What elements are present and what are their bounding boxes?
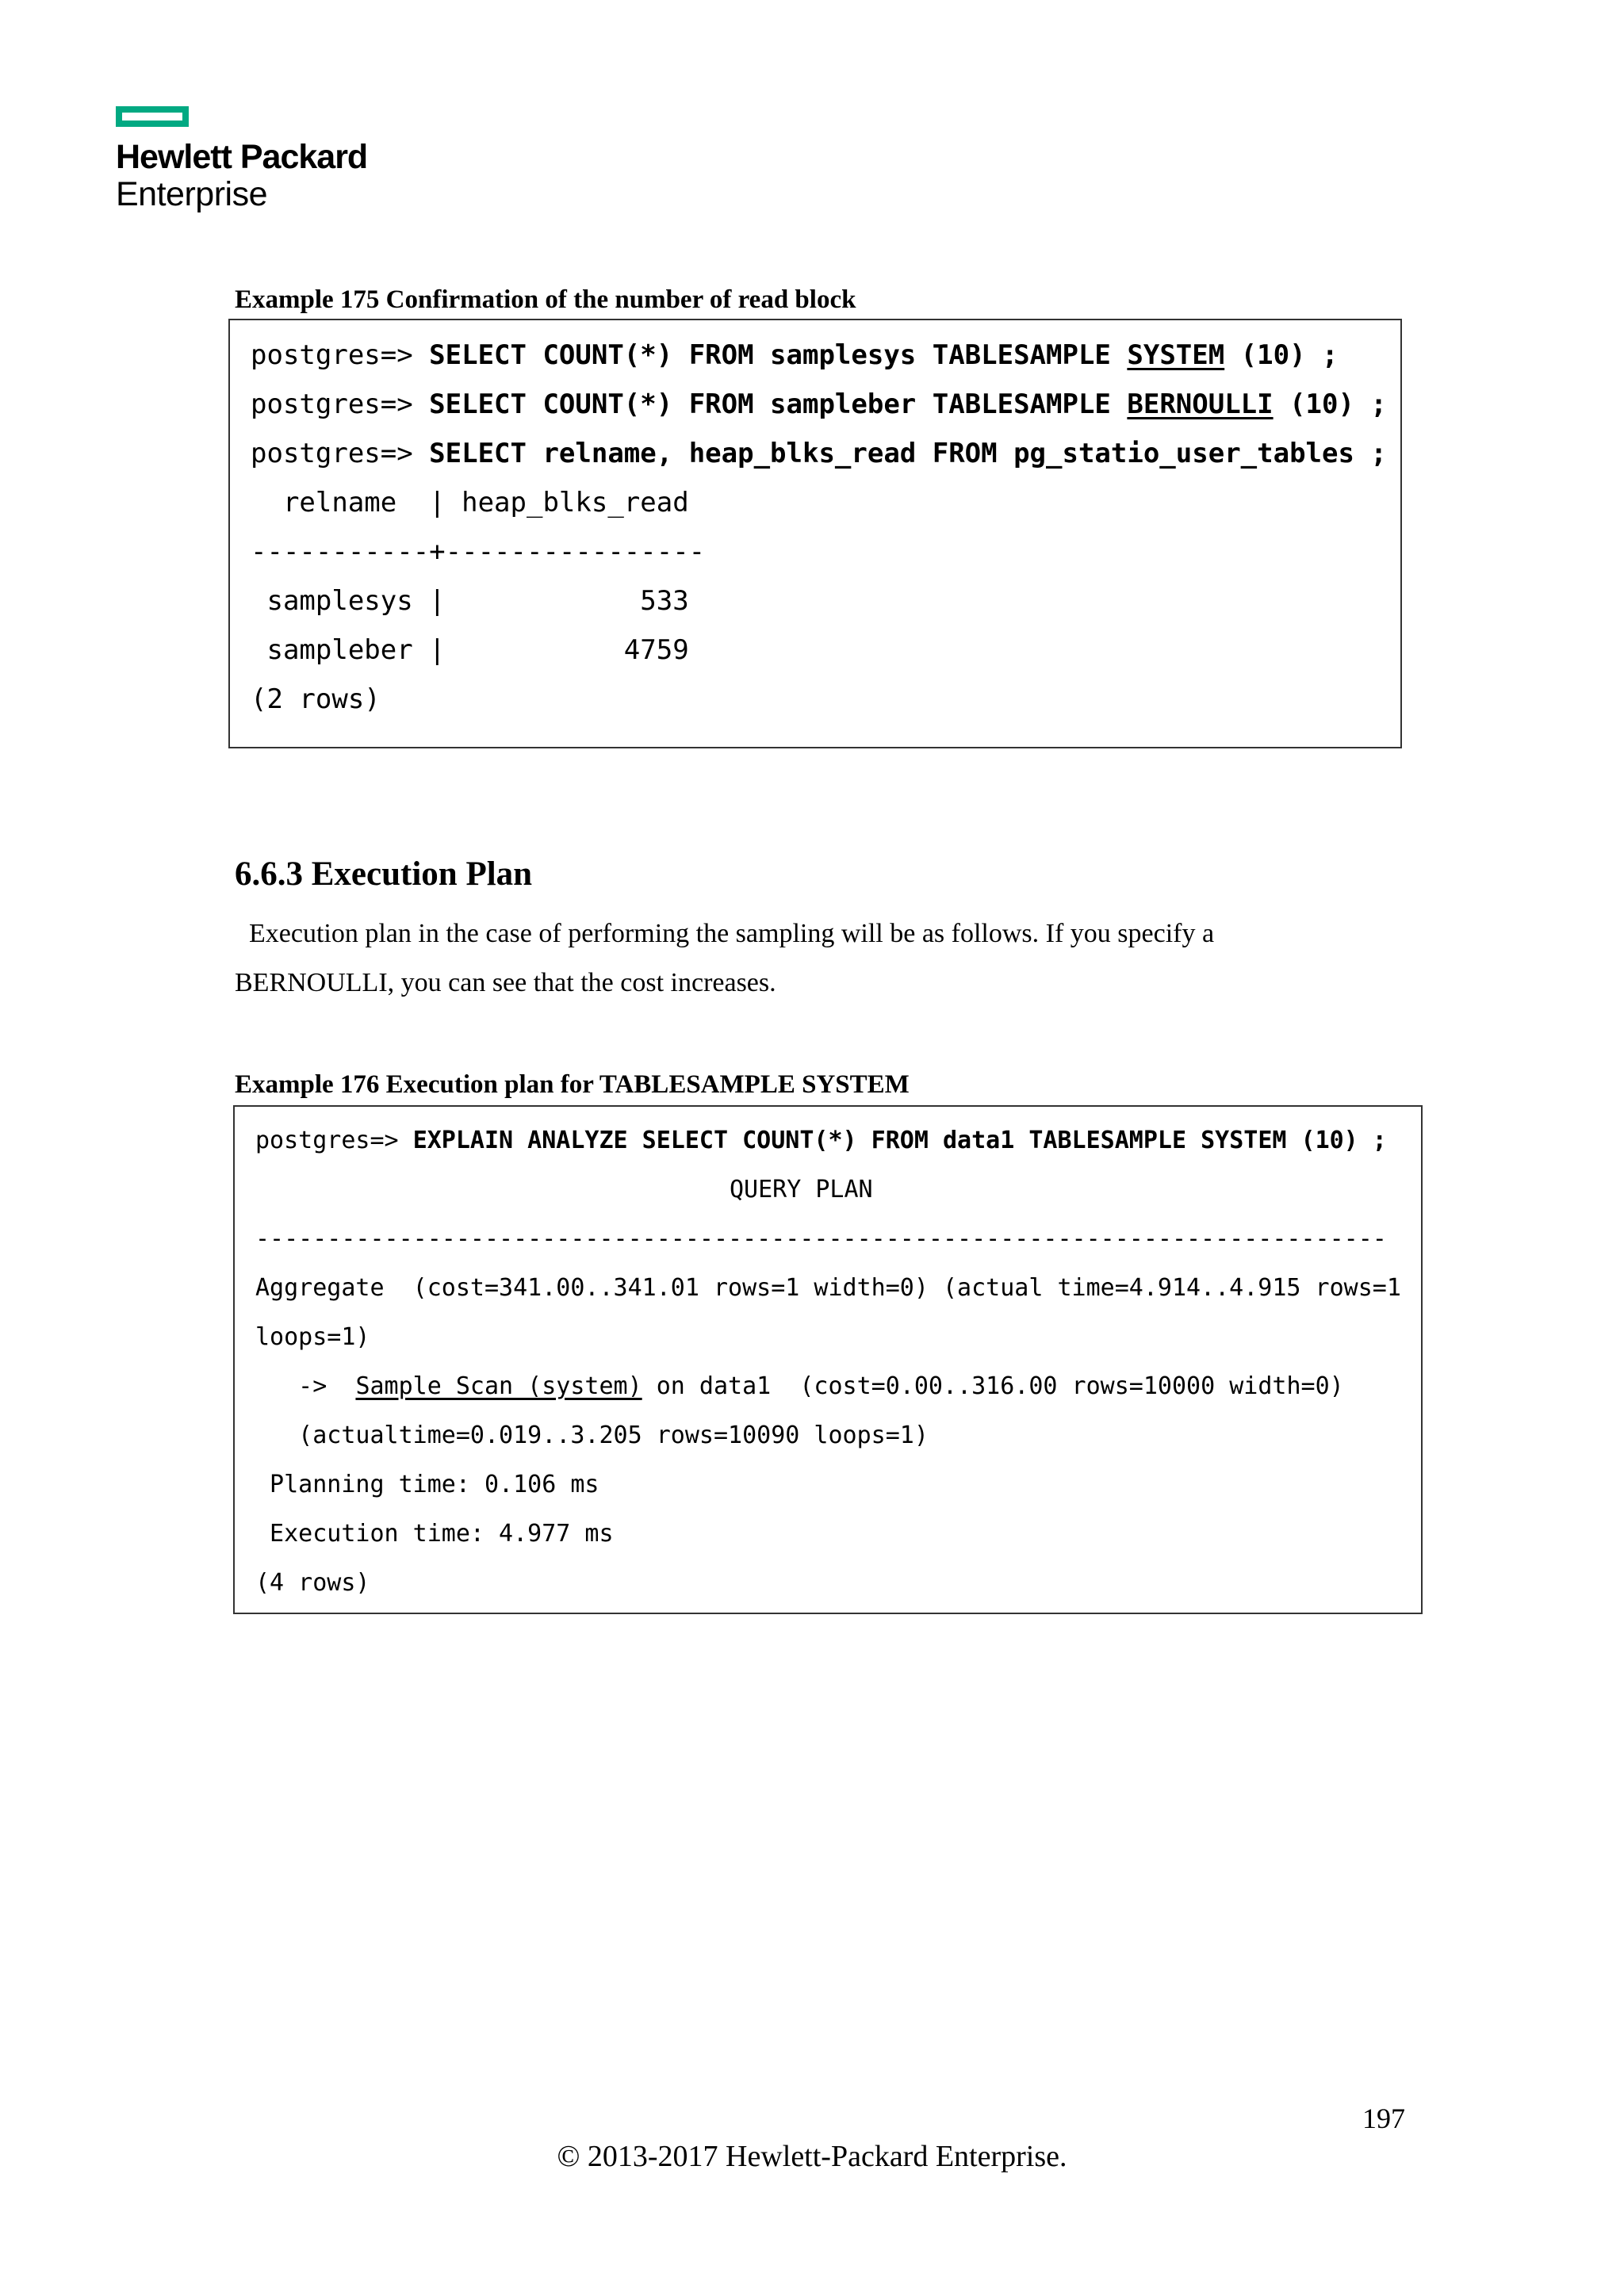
sample-scan-detail: on data1 (cost=0.00..316.00 rows=10000 width=0) [642,1372,1344,1400]
sql-command-end: (10) ; [1273,388,1387,420]
paragraph-line-2: BERNOULLI, you can see that the cost increases. [235,968,776,997]
sql-command: SELECT COUNT(*) FROM sampleber TABLESAMPLE [429,388,1128,420]
query-plan-header: QUERY PLAN [730,1176,873,1203]
logo-text-line1: Hewlett Packard [116,138,368,176]
sql-keyword-bernoulli: BERNOULLI [1127,388,1274,420]
prompt: postgres=> [251,339,430,371]
code-line-3 [251,438,1387,469]
prompt: postgres=> [251,438,430,469]
page-number: 197 [1362,2103,1405,2134]
logo-text-line2: Enterprise [116,175,267,213]
example-176-code-box [233,1105,1423,1614]
logo-rectangle [116,106,189,127]
code-line-1 [251,339,1339,371]
output-separator: -----------+---------------- [251,536,706,568]
prompt: postgres=> [251,388,430,420]
hpe-logo [116,106,367,212]
planning-time: Planning time: 0.106 ms [255,1471,599,1498]
code-line-explain [255,1126,1387,1156]
sample-scan-label: Sample Scan (system) [355,1372,642,1400]
plan-sample-scan-actual: (actualtime=0.019..3.205 rows=10090 loops=1) [255,1422,929,1449]
plan-arrow: -> [255,1372,356,1400]
code-line-2 [251,388,1387,420]
sql-command-end: (10) ; [1224,339,1339,371]
sql-command: EXPLAIN ANALYZE SELECT COUNT(*) FROM data1 TABLESAMPLE SYSTEM (10) ; [412,1127,1387,1154]
sql-command: SELECT COUNT(*) FROM samplesys TABLESAMPLE [429,339,1128,371]
execution-time: Execution time: 4.977 ms [255,1520,614,1548]
copyright: © 2013-2017 Hewlett-Packard Enterprise. [557,2140,1067,2173]
paragraph-line-1: Execution plan in the case of performing the sampling will be as follows. If you specify a [249,919,1215,948]
plan-aggregate-loops: loops=1) [255,1323,370,1351]
sql-command: SELECT relname, heap_blks_read FROM pg_statio_user_tables ; [429,438,1387,469]
query-plan-separator: ------------------------------------------------------------------------------- [255,1225,1387,1253]
plan-sample-scan-line [255,1372,1344,1402]
plan-aggregate-line: Aggregate (cost=341.00..341.01 rows=1 width=0) (actual time=4.914..4.915 rows=1 [255,1274,1401,1302]
example-175-code-box [228,319,1402,748]
sql-keyword-system: SYSTEM [1127,339,1225,371]
output-header: relname | heap_blks_read [251,487,689,519]
output-row-count: (2 rows) [251,683,381,715]
section-heading: 6.6.3 Execution Plan [235,855,533,893]
output-row-sampleber: sampleber | 4759 [251,634,689,666]
example-175-caption: Example 175 Confirmation of the number of read block [235,285,856,314]
example-176-caption: Example 176 Execution plan for TABLESAMPLE SYSTEM [235,1070,910,1099]
row-count: (4 rows) [255,1569,370,1597]
output-row-samplesys: samplesys | 533 [251,585,689,617]
prompt: postgres=> [255,1127,413,1154]
